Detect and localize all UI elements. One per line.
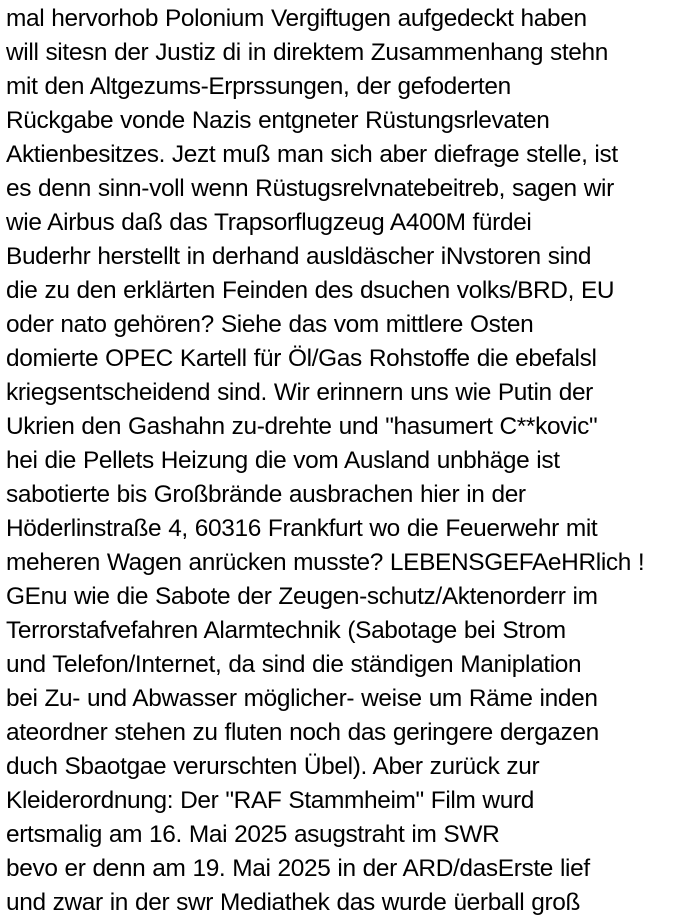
text-line: duch Sbaotgae verurschten Übel). Aber zurück zur: [6, 753, 540, 780]
text-line: oder nato gehören? Siehe das vom mittlere Osten: [6, 311, 534, 338]
text-line: kriegsentscheidend sind. Wir erinnern uns wie Putin der: [6, 379, 593, 406]
text-line: die zu den erklärten Feinden des dsuchen volks/BRD, EU: [6, 277, 615, 304]
text-line: Kleiderordnung: Der "RAF Stammheim" Film wurd: [6, 787, 534, 814]
text-line: ateordner stehen zu fluten noch das geringere dergazen: [6, 719, 599, 746]
text-line: Rückgabe vonde Nazis entgneter Rüstungsrlevaten: [6, 107, 550, 134]
text-line: wie Airbus daß das Trapsorflugzeug A400M fürdei: [6, 209, 532, 236]
text-line: Aktienbesitzes. Jezt muß man sich aber diefrage stelle, ist: [6, 141, 618, 168]
text-line: bevo er denn am 19. Mai 2025 in der ARD/dasErste lief: [6, 855, 590, 882]
text-line: und Telefon/Internet, da sind die ständigen Maniplation: [6, 651, 582, 678]
text-line: domierte OPEC Kartell für Öl/Gas Rohstoffe die ebefalsl: [6, 345, 597, 372]
body-text: [6, 2, 684, 920]
text-line: GEnu wie die Sabote der Zeugen-schutz/Aktenorderr im: [6, 583, 598, 610]
text-line: mal hervorhob Polonium Vergiftugen aufgedeckt haben: [6, 5, 587, 32]
text-line: ertsmalig am 16. Mai 2025 asugstraht im SWR: [6, 821, 500, 848]
text-line: und zwar in der swr Mediathek das wurde üerball groß: [6, 889, 581, 916]
text-line: Ukrien den Gashahn zu-drehte und "hasumert C**kovic": [6, 413, 598, 440]
text-line: bei Zu- und Abwasser möglicher- weise um Räme inden: [6, 685, 598, 712]
text-line: meheren Wagen anrücken musste? LEBENSGEFAeHRlich !: [6, 549, 645, 576]
text-line: Terrorstafvefahren Alarmtechnik (Sabotage bei Strom: [6, 617, 566, 644]
text-line: hei die Pellets Heizung die vom Ausland unbhäge ist: [6, 447, 560, 474]
text-line: mit den Altgezums-Erprssungen, der gefoderten: [6, 73, 511, 100]
text-line: will sitesn der Justiz di in direktem Zusammenhang stehn: [6, 39, 608, 66]
text-line: Buderhr herstellt in derhand ausldäscher iNvstoren sind: [6, 243, 592, 270]
text-line: sabotierte bis Großbrände ausbrachen hier in der: [6, 481, 526, 508]
text-line: Höderlinstraße 4, 60316 Frankfurt wo die Feuerwehr mit: [6, 515, 598, 542]
text-line: es denn sinn-voll wenn Rüstugsrelvnatebeitreb, sagen wir: [6, 175, 614, 202]
